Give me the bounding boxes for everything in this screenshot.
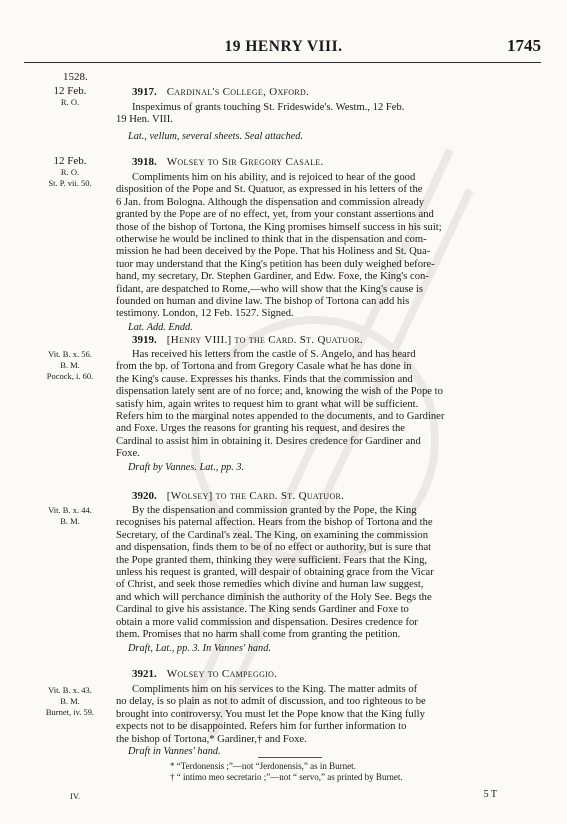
text-line: them. Promises that no harm shall come from granting the petition. (116, 629, 401, 641)
entry-3921-margin (28, 685, 112, 718)
entry-3918-body (116, 172, 530, 321)
text-line: testimony. London, 12 Feb. 1527. Signed. (116, 308, 294, 320)
entry-number: 3921. (132, 668, 157, 680)
entry-date: 12 Feb. (53, 85, 87, 97)
text-line: 19 Hen. VIII. (116, 114, 173, 126)
entry-3919-heading (132, 334, 363, 346)
entry-3920-margin (28, 505, 112, 527)
text-line: no delay, is so plain as not to admit of discussion, and too righteous to be (116, 696, 426, 708)
text-line: unless his request is granted, will despair of obtaining grace from the Vicar (116, 567, 434, 579)
text-line: tuor may understand that the King's petition has been duly weighed before- (116, 258, 435, 270)
text-line: and which will perchance diminish the authority of the Holy See. Begs the (116, 591, 432, 603)
entry-3920-body (116, 505, 530, 641)
entry-3920-note: Draft, Lat., pp. 3. In Vannes' hand. (128, 643, 271, 654)
text-line: the Pope granted them, thinking they were sufficient. Fears that the King, (116, 554, 428, 566)
source-ref: B. M. (60, 360, 80, 370)
source-ref: Vit. B. x. 44. (48, 505, 92, 515)
text-line: hand, my secretary, Dr. Stephen Gardiner, and Edw. Foxe, the King's con- (116, 271, 429, 283)
source-ref: B. M. (60, 696, 80, 706)
entry-number: 3919. (132, 334, 157, 346)
entry-title: Wolsey to Campeggio. (166, 668, 278, 680)
text-line: recognises his paternal affection. Hears from the bishop of Tortona and the (116, 517, 433, 529)
signature-mark: 5 T (483, 789, 497, 800)
source-ref: B. M. (60, 516, 80, 526)
footnote-rule (258, 757, 322, 758)
text-line: Has received his letters from the castle of S. Angelo, and has heard (132, 349, 416, 360)
entry-3919-note: Draft by Vannes. Lat., pp. 3. (128, 462, 245, 473)
text-line: Secretary, of the Cardinal's zeal. The King, on examining the commission (116, 529, 428, 541)
footnote: * “Terdonensis ;”—not “Jerdonensis,” as in Burnet. (170, 761, 356, 771)
entry-3918-heading (132, 156, 324, 168)
entry-3917-heading (132, 86, 309, 98)
text-line: fidant, are despatched to Rome,—who will show that the King's cause is (116, 283, 424, 295)
source-ref: Burnet, iv. 59. (45, 707, 95, 717)
text-line: By the dispensation and commission granted by the Pope, the King (132, 505, 417, 516)
text-line: Cardinal to give his assistance. The King sends Gardiner and Foxe to (116, 604, 409, 616)
entry-3918-note: Lat. Add. Endd. (128, 322, 193, 333)
text-line: expects not to be disappointed. Refers him for further information to (116, 721, 407, 733)
entry-date: 12 Feb. (53, 155, 87, 167)
footnotes (170, 761, 403, 783)
entry-3917-note: Lat., vellum, several sheets. Seal attached. (128, 131, 304, 142)
text-line: Compliments him on his ability, and is rejoiced to hear of the good (132, 172, 416, 183)
source-ref: R. O. (60, 167, 80, 177)
page-number: 1745 (507, 36, 541, 55)
source-ref: St. P. vii. 50. (48, 178, 92, 188)
entry-3918-margin (28, 155, 112, 189)
footnote: † “ intimo meo secretario ;”—not “ servo,” as printed by Burnet. (170, 772, 403, 782)
text-line: the King's cause. Expresses his thanks. Finds that the commission and (116, 373, 413, 385)
entry-3919-margin (28, 349, 112, 382)
entry-3921-heading (132, 668, 277, 680)
entry-3917-body (116, 102, 530, 127)
year-label: 1528. (63, 71, 88, 83)
source-ref: Pocock, i. 60. (46, 371, 94, 381)
text-line: mission he had been deceived by the Pope. That his Holiness and St. Qua- (116, 246, 431, 258)
entry-number: 3920. (132, 490, 157, 502)
text-line: of Christ, and seek those remedies which divine and human law suggest, (116, 579, 424, 591)
entry-3921-body (116, 684, 530, 746)
text-line: dispensation lately sent are of no force; and, knowing the wish of the Pope to (116, 386, 443, 398)
header-rule (24, 62, 541, 63)
text-line: Compliments him on his services to the King. The matter admits of (132, 684, 418, 695)
entry-title: Wolsey to Sir Gregory Casale. (166, 156, 324, 168)
entry-3917-margin (28, 85, 112, 108)
text-line: founded on human and divine law. The bishop of Tortona can add his (116, 296, 410, 308)
text-line: Foxe. (116, 448, 140, 460)
text-line: Inspeximus of grants touching St. Frideswide's. Westm., 12 Feb. (132, 102, 405, 113)
text-line: granted by the Pope are of no effect, yet, from your constant assertions and (116, 209, 434, 221)
text-line: from the bp. of Tortona and from Gregory Casale what he has done in (116, 361, 412, 373)
text-line: Cardinal to assist him in obtaining it. Desires credence for Gardiner and (116, 435, 421, 447)
text-line: and Foxe. Urges the reasons for granting his request, and desires the (116, 423, 406, 435)
entry-number: 3917. (132, 86, 157, 98)
volume-marker: IV. (70, 791, 80, 801)
entry-3921-note: Draft in Vannes' hand. (128, 746, 221, 757)
source-ref: Vit. B. x. 56. (48, 349, 92, 359)
text-line: and dispensation, finds them to be of no effect or authority, but is sure that (116, 542, 432, 554)
text-line: those of the bishop of Tortona, the King promises himself success in his suit; (116, 221, 442, 233)
text-line: the bishop of Tortona,* Gardiner,† and Foxe. (116, 733, 307, 745)
text-line: Refers him to the marginal notes appended to the documents, and to Gardiner (116, 411, 445, 423)
text-line: obtain a more valid commission and dispensation. Desires credence for (116, 616, 418, 628)
entry-3919-body (116, 349, 530, 461)
source-ref: R. O. (60, 97, 80, 107)
entry-number: 3918. (132, 156, 157, 168)
text-line: satisfy him, again writes to request him to grant what will be sufficient. (116, 398, 419, 410)
entry-3920-heading (132, 490, 344, 502)
entry-title: Cardinal's College, Oxford. (166, 86, 310, 98)
text-line: otherwise he would be inclined to think that in the dispensation and com- (116, 234, 427, 246)
text-line: brought into controversy. You must let the Pope know that the King fully (116, 708, 425, 720)
entry-title: [Henry VIII.] to the Card. St. Quatuor. (166, 334, 363, 346)
source-ref: Vit. B. x. 43. (48, 685, 92, 695)
text-line: 6 Jan. from Bologna. Although the dispensation and commission already (116, 196, 425, 208)
text-line: disposition of the Pope and St. Quatuor, as expressed in his letters of the (116, 184, 423, 196)
running-head: 19 HENRY VIII. (224, 38, 343, 55)
entry-title: [Wolsey] to the Card. St. Quatuor. (166, 490, 345, 502)
